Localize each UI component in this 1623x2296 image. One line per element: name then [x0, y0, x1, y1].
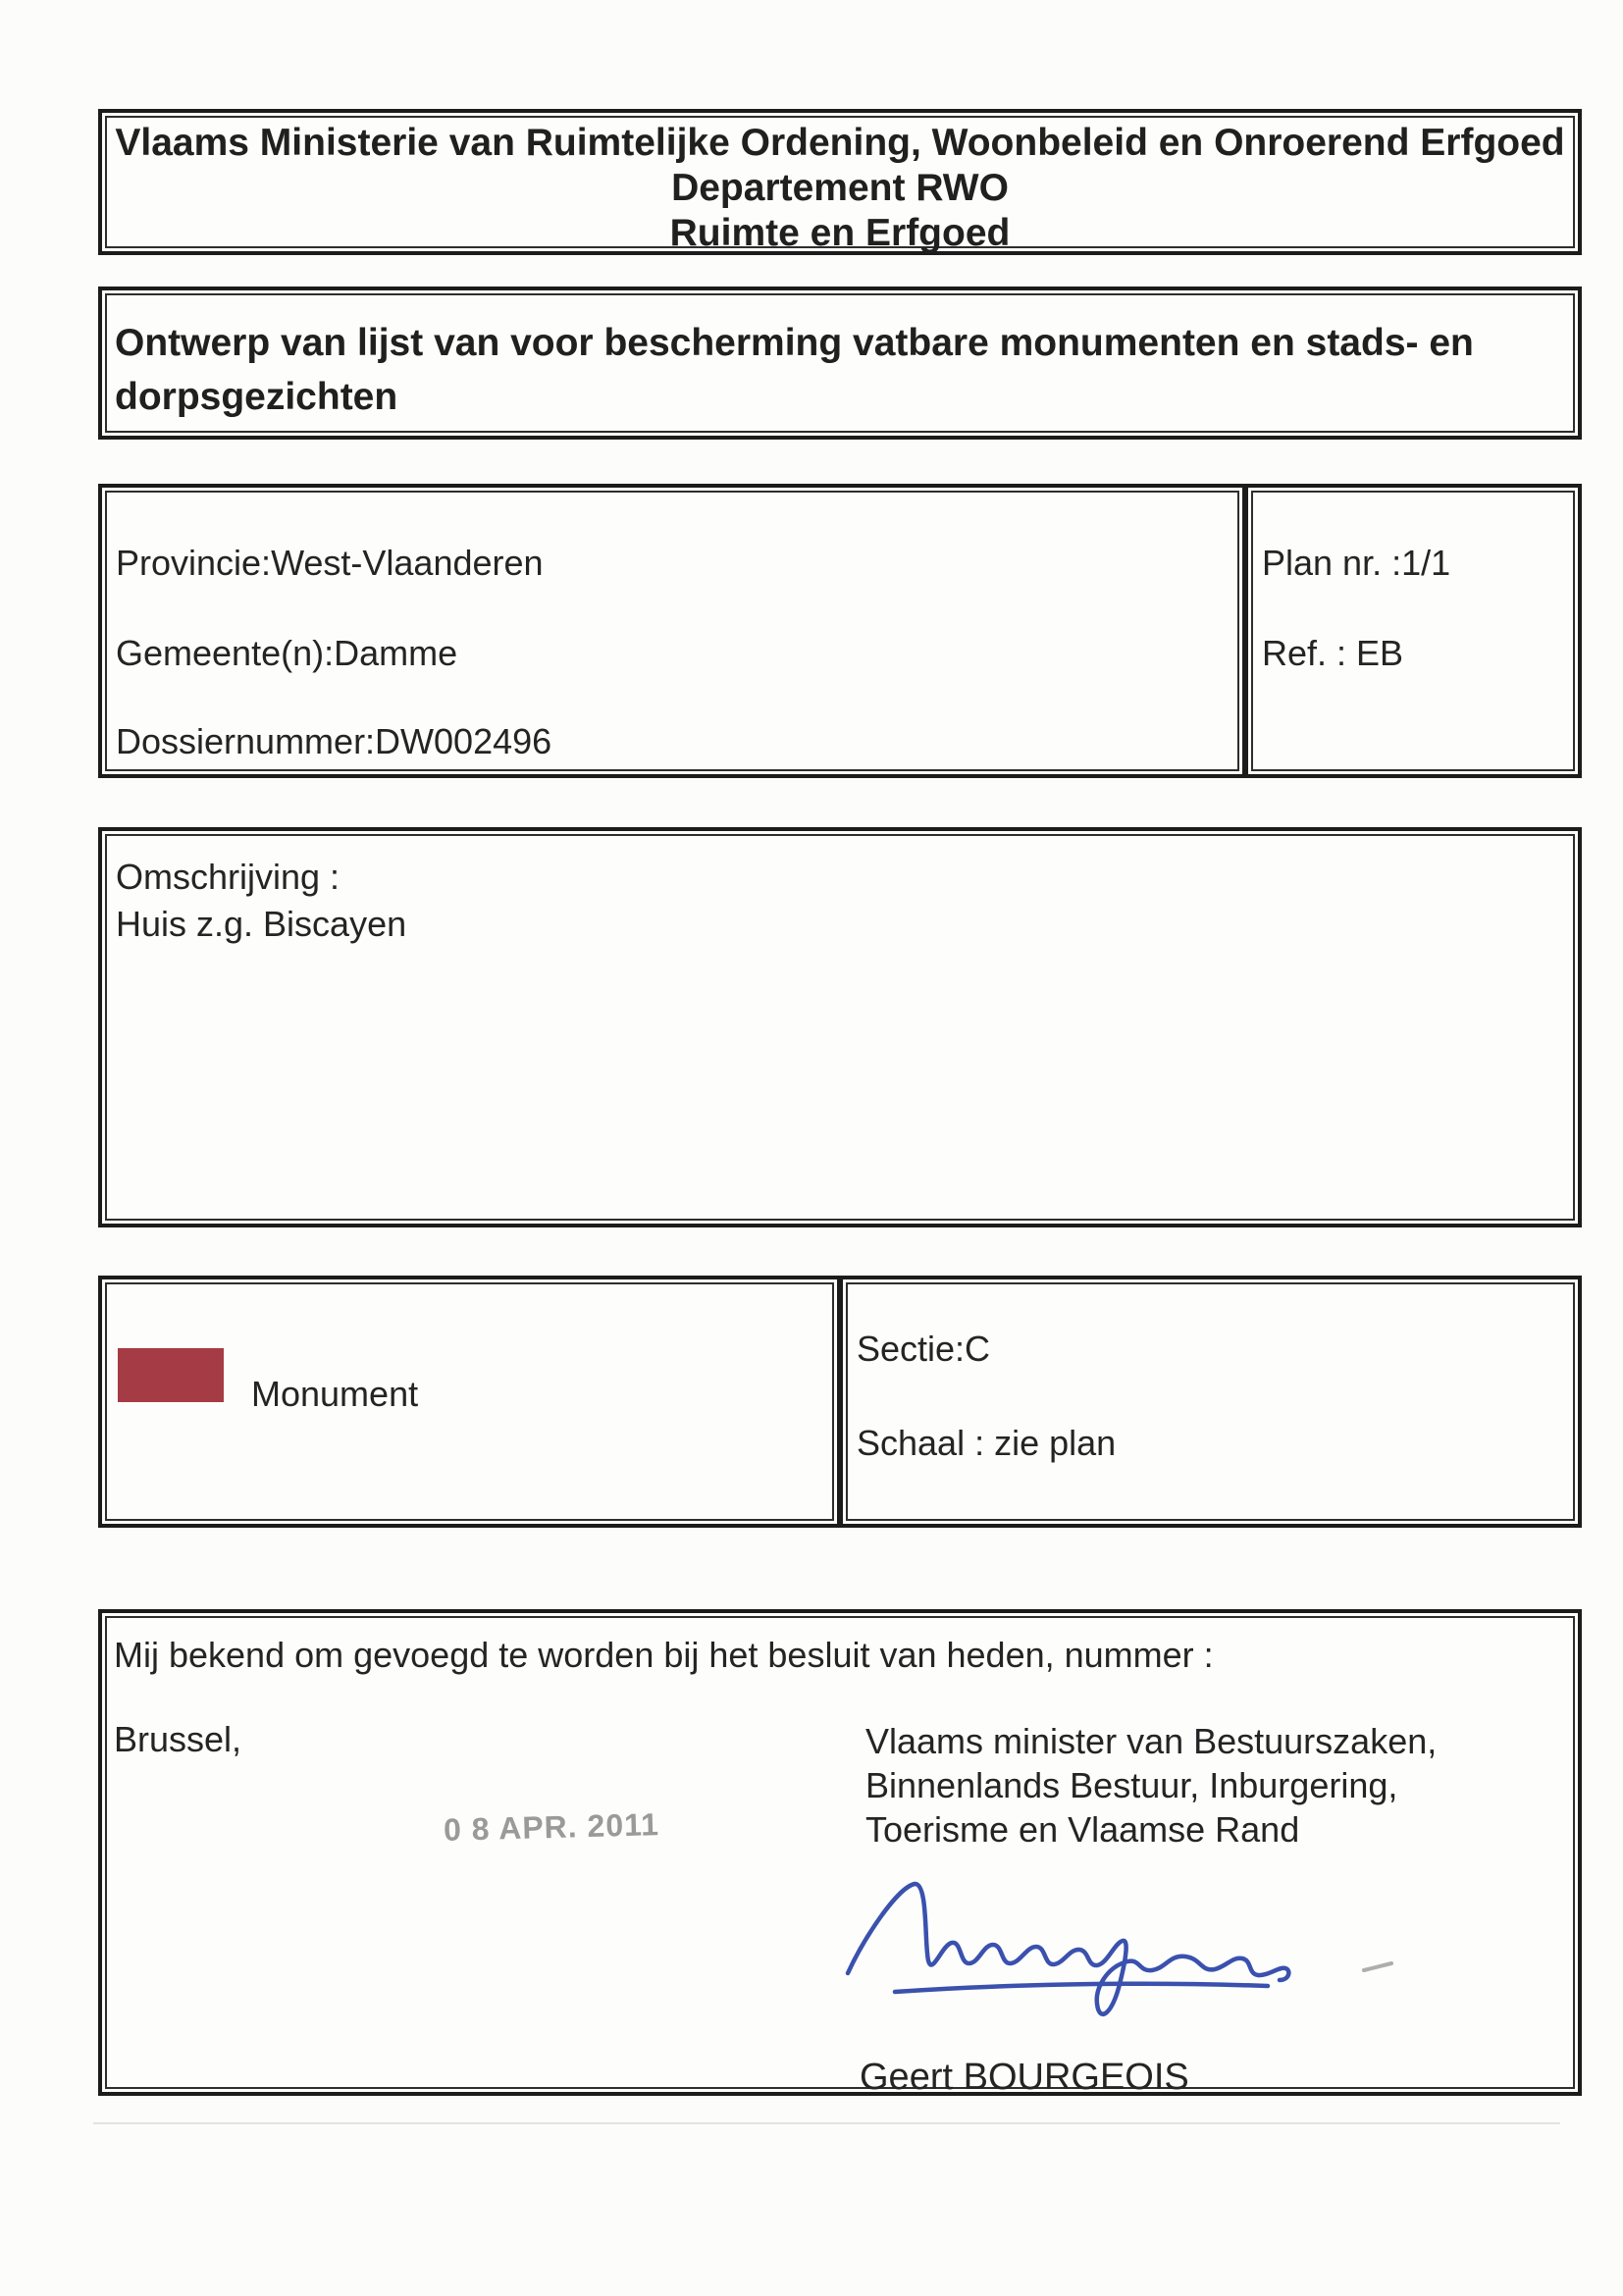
sectie-text: Sectie:C — [857, 1329, 991, 1369]
info-row-dossiernummer: Dossiernummer:DW002496 — [116, 721, 552, 761]
info-row-plan-nr: Plan nr. :1/1 — [1262, 543, 1451, 583]
minister-title-line-3: Toerisme en Vlaamse Rand — [865, 1809, 1300, 1850]
minister-title-line-2: Binnenlands Bestuur, Inburgering, — [865, 1765, 1398, 1805]
bottom-box — [98, 1609, 1582, 2096]
title-line-1: Ontwerp van lijst van voor bescherming vatbare monumenten en stads- en — [115, 322, 1474, 364]
omschrijving-box — [98, 827, 1582, 1227]
schaal-text: Schaal : zie plan — [857, 1423, 1117, 1463]
omschrijving-label: Omschrijving : — [116, 857, 340, 897]
scan-artifact-line — [93, 2122, 1560, 2124]
info-row-ref: Ref. : EB — [1262, 633, 1404, 673]
besluit-intro-text: Mij bekend om gevoegd te worden bij het besluit van heden, nummer : — [114, 1635, 1214, 1675]
header-line-ministry: Vlaams Ministerie van Ruimtelijke Ordening, Woonbeleid en Onroerend Erfgoed — [115, 122, 1565, 164]
date-stamp: 0 8 APR. 2011 — [443, 1806, 660, 1848]
brussel-text: Brussel, — [114, 1719, 242, 1759]
signature-image — [836, 1870, 1395, 2035]
ministry-header — [102, 121, 1578, 256]
pen-mark-dash — [1364, 1963, 1391, 1970]
title-box — [98, 287, 1582, 440]
header-line-ruimte-erfgoed: Ruimte en Erfgoed — [669, 212, 1011, 254]
omschrijving-value: Huis z.g. Biscayen — [116, 904, 407, 944]
header-box — [98, 109, 1582, 255]
minister-title-block — [865, 1719, 1437, 1852]
info-row-provincie: Provincie:West-Vlaanderen — [116, 543, 544, 583]
title-line-2: dorpsgezichten — [115, 376, 398, 418]
info-box-left — [98, 484, 1246, 778]
info-box-right — [1244, 484, 1582, 778]
header-line-departement: Departement RWO — [671, 167, 1009, 209]
legend-box-left — [98, 1276, 841, 1528]
monument-label: Monument — [251, 1374, 419, 1414]
minister-title-line-1: Vlaams minister van Bestuurszaken, — [865, 1721, 1438, 1761]
document-title — [115, 316, 1474, 424]
legend-box-right — [839, 1276, 1582, 1528]
info-row-gemeente: Gemeente(n):Damme — [116, 633, 458, 673]
signer-name: Geert BOURGEOIS — [860, 2057, 1189, 2098]
monument-color-swatch — [118, 1348, 224, 1402]
